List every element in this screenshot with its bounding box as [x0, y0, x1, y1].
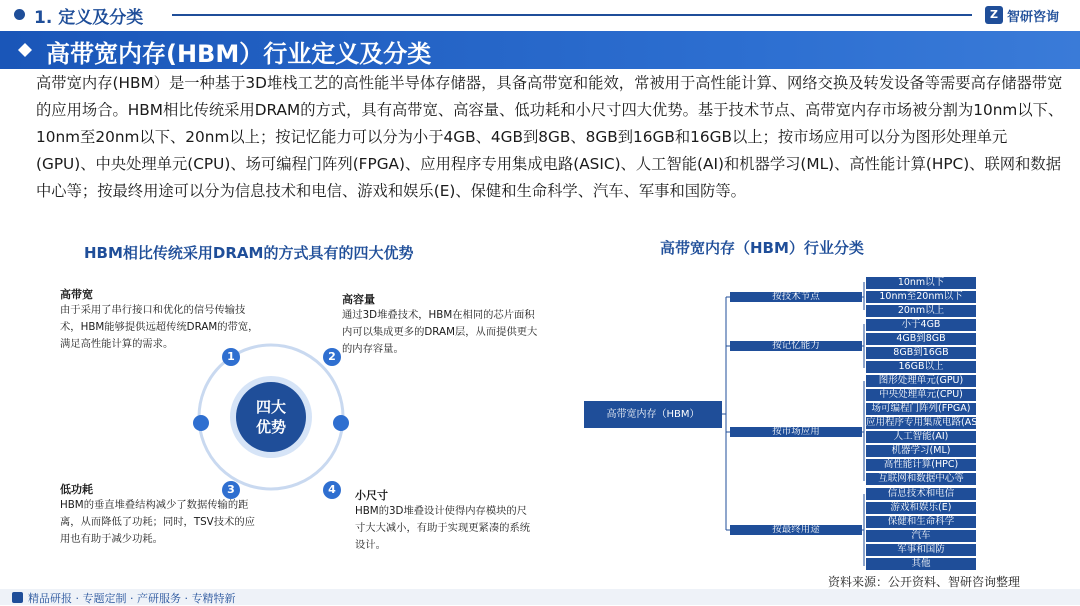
- footer-bar: [0, 589, 1080, 605]
- leaf: 其他: [866, 558, 976, 570]
- leaf: 应用程序专用集成电路(ASIC): [866, 417, 991, 428]
- center-line-2: 优势: [255, 418, 286, 436]
- category-market-application: 按市场应用: [730, 427, 862, 437]
- leaf: 高性能计算(HPC): [866, 459, 976, 471]
- leaf: 10nm以下: [866, 277, 976, 289]
- advantage-number-2: 2: [323, 348, 341, 366]
- advantage-number-4: 4: [323, 481, 341, 499]
- leaf: 互联网和数据中心等: [866, 473, 976, 485]
- leaf: 保健和生命科学: [866, 516, 976, 528]
- advantage-title: 高带宽: [60, 288, 93, 301]
- advantage-text: 通过3D堆叠技术，HBM在相同的芯片面积内可以集成更多的DRAM层，从而提供更大的内存容量。: [342, 309, 538, 355]
- leaf: 信息技术和电信: [866, 488, 976, 500]
- leaf: 16GB以上: [866, 361, 976, 373]
- advantage-text: 由于采用了串行接口和优化的信号传输技术，HBM能够提供远超传统DRAM的带宽，满足高性能计算的需求。: [60, 304, 259, 350]
- advantages-heading: HBM相比传统采用DRAM的方式具有的四大优势: [84, 244, 414, 262]
- section-label: 1. 定义及分类: [34, 8, 144, 28]
- leaf: 人工智能(AI): [866, 431, 976, 443]
- leaf: 4GB到8GB: [866, 333, 976, 345]
- advantage-number-3: 3: [222, 481, 240, 499]
- tree-root: 高带宽内存（HBM）: [584, 401, 722, 428]
- advantage-title: 低功耗: [60, 483, 93, 496]
- footer-slogan: 精品研报 · 专题定制 · 产研服务 · 专精特新: [28, 592, 236, 605]
- leaf: 汽车: [866, 530, 976, 542]
- advantage-number-1: 1: [222, 348, 240, 366]
- advantage-text: HBM的3D堆叠设计使得内存模块的尺寸大大减小，有助于实现更紧凑的系统设计。: [355, 505, 531, 551]
- leaf: 场可编程门阵列(FPGA): [866, 403, 976, 415]
- intro-paragraph: 高带宽内存(HBM）是一种基于3D堆栈工艺的高性能半导体存储器，具备高带宽和能效，常被用于高性能计算、网络交换及转发设备等需要高存储器带宽的应用场合。HBM相比传统采用DRAM的方式，具有高带宽、高容量、低功耗和小尺寸四大优势。基于技术节点、高带宽内存市场被分割为10nm以下、10nm至20nm以下、20nm以上；按记忆能力可以分为小于4GB、4GB到8GB、8GB到16GB和16GB以上；按市场应用可以分为图形处理单元(GPU)、中央处理单元(CPU)、场可编程门阵列(FPGA)、应用程序专用集成电路(ASIC)、人工智能(AI)和机器学习(ML)、高性能计算(HPC)、联网和数据中心等；按最终用途可以分为信息技术和电信、游戏和娱乐(E)、保健和生命科学、汽车、军事和国防等。: [36, 74, 1064, 200]
- source-note: 资料来源：公开资料、智研咨询整理: [828, 575, 1021, 589]
- leaf: 图形处理单元(GPU): [866, 375, 976, 387]
- leaf: 游戏和娱乐(E): [866, 502, 976, 514]
- leaf: 10nm至20nm以下: [866, 291, 976, 303]
- footer-logo-icon: [12, 592, 23, 603]
- leaf: 中央处理单元(CPU): [866, 389, 976, 401]
- page-title: 高带宽内存(HBM）行业定义及分类: [46, 40, 432, 68]
- leaf: 军事和国防: [866, 544, 976, 556]
- leaf: 机器学习(ML): [866, 445, 976, 457]
- advantage-text: HBM的垂直堆叠结构减少了数据传输的距离，从而降低了功耗；同时，TSV技术的应用也有助于减少功耗。: [60, 499, 255, 545]
- center-line-1: 四大: [255, 398, 286, 416]
- leaf: 20nm以上: [866, 305, 976, 317]
- logo-text: 智研咨询: [1007, 9, 1060, 25]
- leaf: 8GB到16GB: [866, 347, 976, 359]
- leaf: 小于4GB: [866, 319, 976, 331]
- category-end-use: 按最终用途: [730, 525, 862, 535]
- advantage-title: 小尺寸: [355, 489, 388, 502]
- classification-heading: 高带宽内存（HBM）行业分类: [660, 239, 864, 257]
- category-tech-node: 按技术节点: [730, 292, 862, 302]
- logo-icon: Z: [985, 6, 1003, 24]
- advantage-title: 高容量: [342, 293, 375, 306]
- category-memory-capacity: 按记忆能力: [730, 341, 862, 351]
